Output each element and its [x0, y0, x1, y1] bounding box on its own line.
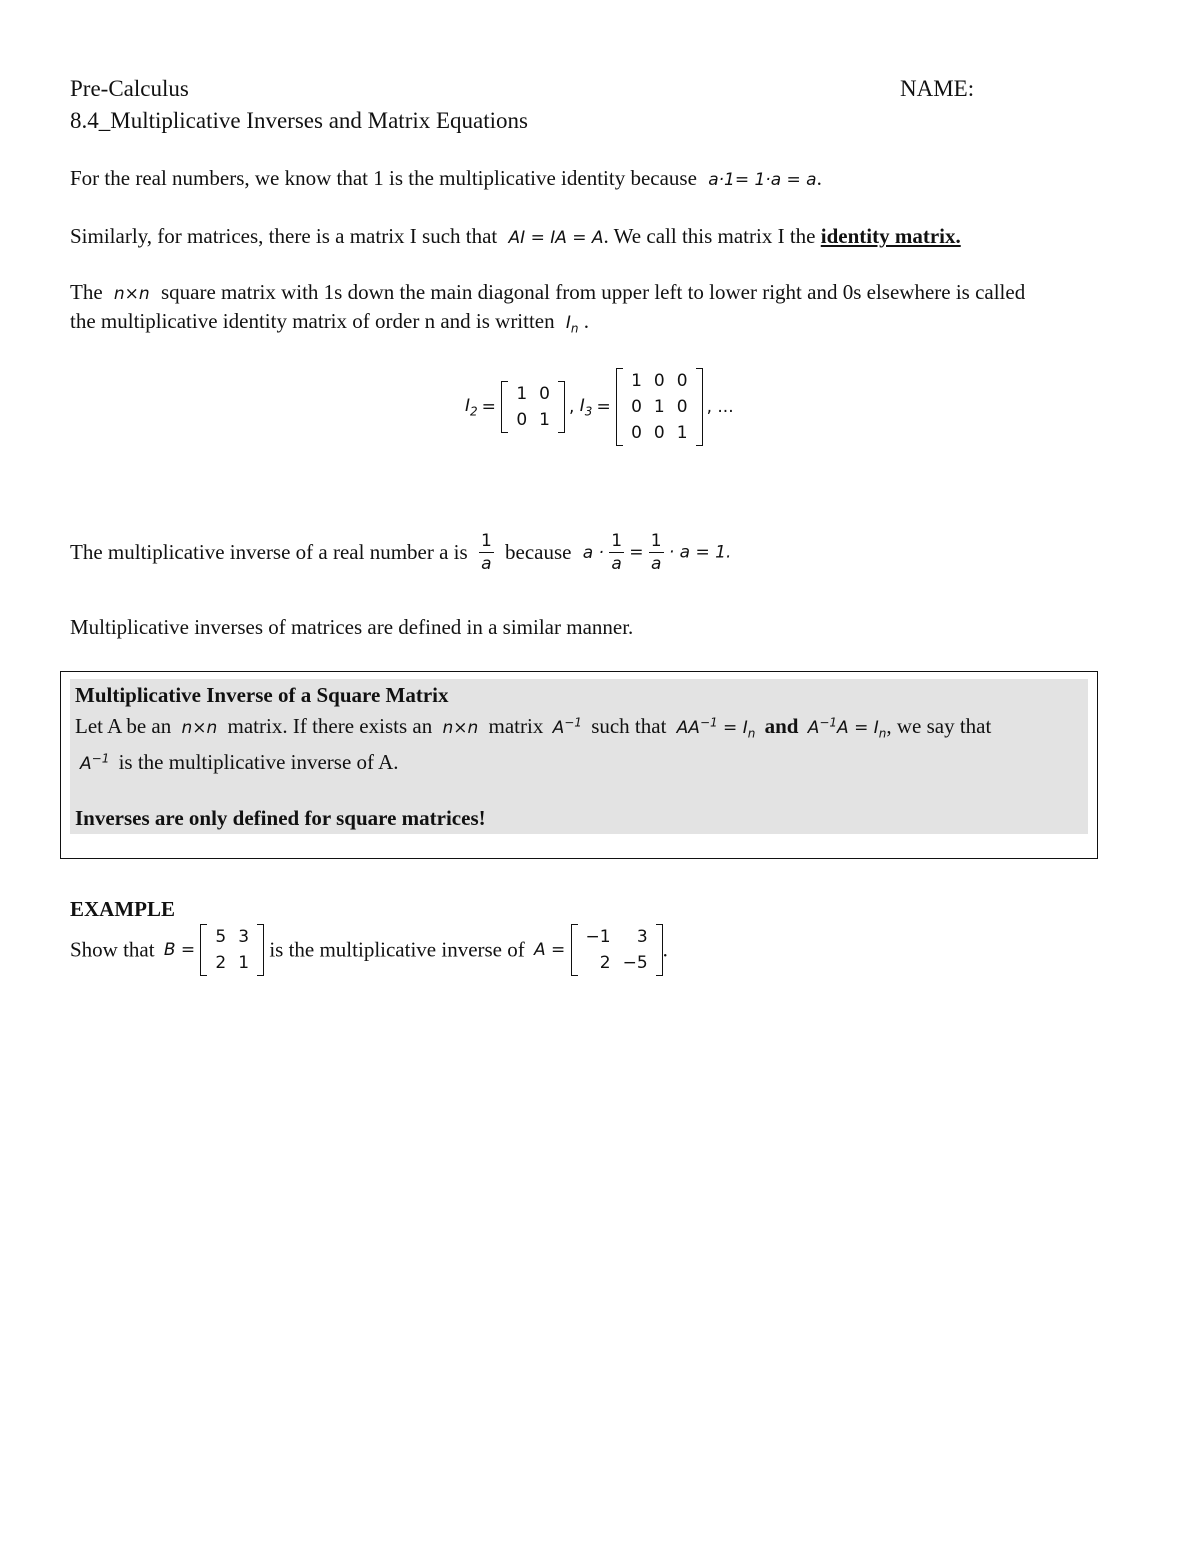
paragraph-text: the multiplicative identity matrix of order n and is written: [70, 309, 555, 333]
paragraph-text: . We call this matrix I the: [603, 224, 816, 248]
course-title: Pre-Calculus: [70, 76, 189, 101]
period: .: [816, 166, 822, 190]
paragraph-inverse-reals: The multiplicative inverse of a real number a is $\frac{1}{a}$ because a · $\frac{1}{a}$ = $\frac{1}{a}$ · a = 1.: [70, 531, 732, 574]
math-expression: AI = IA = A: [508, 228, 604, 248]
math-expression: a·1= 1·a = a: [708, 170, 817, 190]
identity-matrix-term: identity matrix.: [820, 224, 961, 248]
math-nxn: n×n: [113, 284, 150, 304]
fraction-one-over-a: $\frac{1}{a}$: [650, 531, 662, 574]
paragraph-text: For the real numbers, we know that 1 is the multiplicative identity because: [70, 166, 697, 190]
example-statement: Show that B = 5 3 2 1 is the multiplicative inverse of A = −1 3 2 −5 .: [70, 924, 668, 976]
matrix-a: −1 3 2 −5: [571, 924, 663, 976]
i2-label: $I_2$: [465, 395, 478, 419]
i2-matrix: 1 0 0 1: [501, 381, 565, 433]
paragraph-text: The: [70, 280, 103, 304]
definition-line1: Let A be an n×n matrix. If there exists an n×n matrix $A^{-1}$ such that $AA^{-1} = I_n$ and $A^{-1}A = I_n$, we say that: [75, 714, 992, 741]
ellipsis: , ...: [706, 397, 734, 417]
paragraph-text: square matrix with 1s down the main diagonal from upper left to lower right and 0s elsewhere is called: [160, 280, 1026, 304]
paragraph-text: because: [505, 540, 572, 564]
section-title: 8.4_Multiplicative Inverses and Matrix Equations: [70, 108, 528, 133]
i3-label: $I_3$: [579, 395, 593, 419]
math-in: $I_n$: [565, 313, 579, 336]
paragraph-identity-reals: [70, 166, 822, 191]
name-label: NAME:: [900, 76, 975, 101]
i3-matrix: 1 0 0 0 1 0 0 0 1: [616, 368, 702, 446]
definition-note: Inverses are only defined for square matrices!: [75, 806, 486, 830]
fraction-one-over-a: $\frac{1}{a}$: [611, 531, 623, 574]
paragraph-inverse-matrices: Multiplicative inverses of matrices are defined in a similar manner.: [70, 615, 634, 639]
example-heading: EXAMPLE: [70, 897, 175, 921]
paragraph-definition-line1: [70, 280, 1025, 305]
paragraph-text: Similarly, for matrices, there is a matrix I such that: [70, 224, 498, 248]
definition-title: Multiplicative Inverse of a Square Matrix: [75, 683, 449, 707]
identity-matrices-display: $I_2$ = 1 0 0 1 , $I_3$ = 1 0 0 0 1 0 0 0 1 , ...: [465, 368, 734, 446]
paragraph-definition-line2: the multiplicative identity matrix of order n and is written $I_n$ .: [70, 309, 590, 336]
matrix-b: 5 3 2 1: [200, 924, 264, 976]
fraction-one-over-a: $\frac{1}{a}$: [480, 531, 492, 574]
definition-line2: $A^{-1}$ is the multiplicative inverse of A.: [80, 750, 399, 774]
paragraph-text: The multiplicative inverse of a real number a is: [70, 540, 468, 564]
paragraph-identity-matrix: [70, 224, 961, 249]
